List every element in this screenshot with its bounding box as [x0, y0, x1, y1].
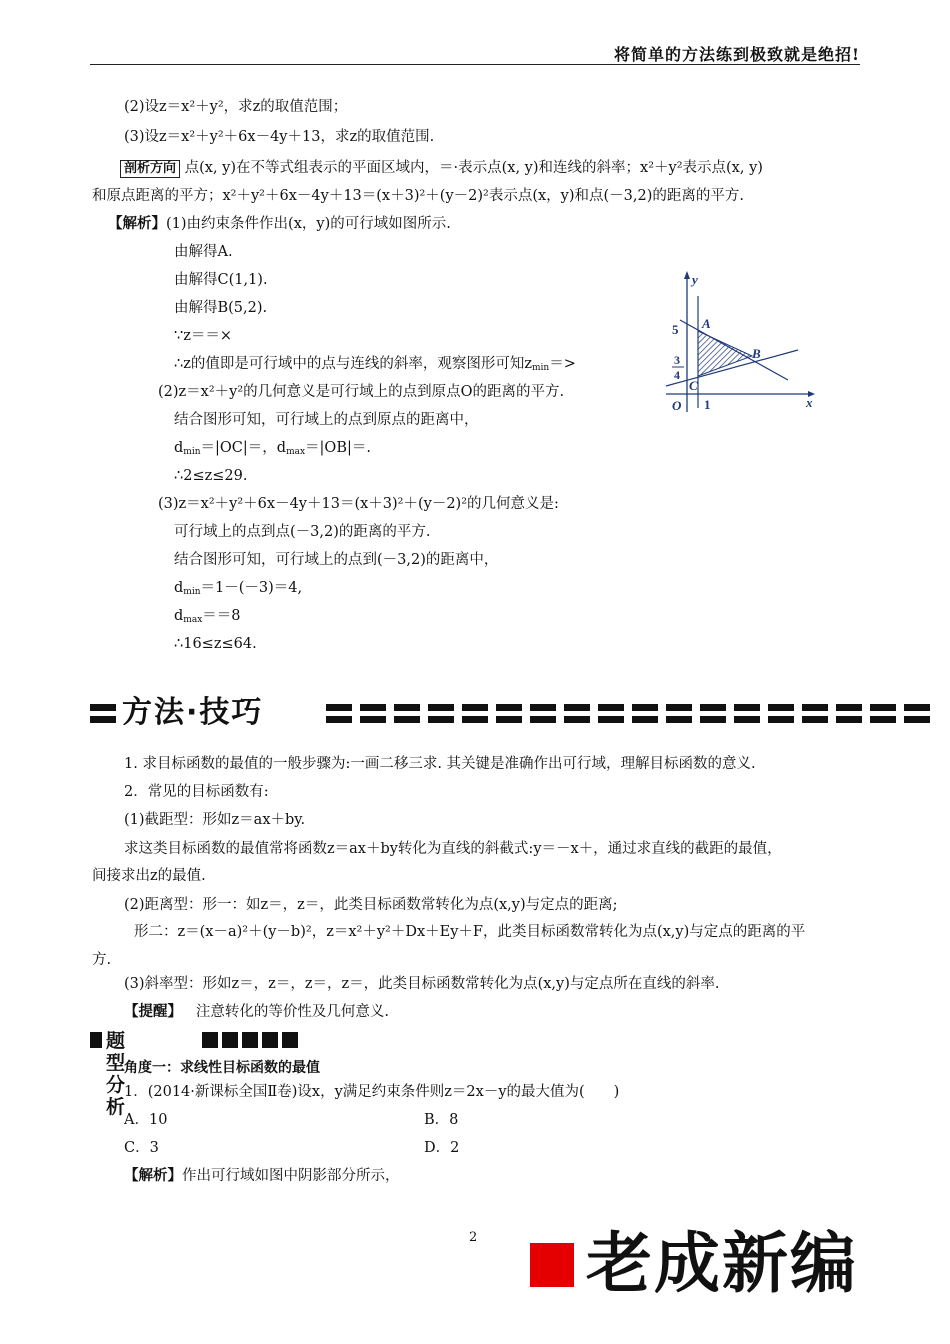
solution-text-6-end: ＝>	[549, 356, 576, 372]
d-max-text: ＝|OB|＝.	[305, 440, 371, 456]
solution-text: 作出可行域如图中阴影部分所示，	[182, 1168, 400, 1184]
banner-bar	[700, 716, 726, 723]
solution-line-12: 可行域上的点到点(－3,2)的距离的平方.	[174, 524, 431, 540]
banner-bar	[90, 716, 116, 723]
shaded-region	[698, 331, 752, 376]
method-2: 2．常见的目标函数有:	[124, 784, 269, 800]
banner-bar	[632, 716, 658, 723]
banner-bar	[530, 704, 556, 711]
problem-solution	[124, 1166, 400, 1186]
banner-bar	[394, 716, 420, 723]
banner-bar	[326, 704, 352, 711]
option-c: C．3	[124, 1140, 159, 1156]
banner-bar	[666, 716, 692, 723]
solution-text-6: ∴z的值即是可行域中的点与连线的斜率，观察图形可知z	[174, 356, 533, 372]
solution-tag: 【解析】	[108, 215, 166, 232]
banner-bar	[360, 704, 386, 711]
subscript-max: max	[286, 447, 306, 457]
page-number: 2	[469, 1230, 478, 1245]
banner-bar	[360, 716, 386, 723]
subscript-max: max	[183, 615, 203, 625]
option-b: B．8	[424, 1112, 459, 1128]
solution-line-4: 由解得B(5,2).	[174, 300, 268, 316]
problem-1: 1．(2014·新课标全国Ⅱ卷)设x，y满足约束条件则z＝2x－y的最大值为( )	[124, 1084, 620, 1100]
banner-bar	[836, 704, 862, 711]
banner-bar	[768, 704, 794, 711]
logo-red-square	[530, 1243, 574, 1287]
header-rule	[90, 64, 860, 65]
banner-bar	[496, 716, 522, 723]
banner-bar	[598, 716, 624, 723]
analysis-line-2: 和原点距离的平方；x²＋y²＋6x－4y＋13＝(x＋3)²＋(y－2)²表示点(x，y)和点(－3,2)的距离的平方.	[92, 188, 745, 204]
feasible-region-figure	[660, 268, 830, 418]
method-5: 间接求出z的最值.	[92, 868, 206, 884]
d-min-value: ＝1－(－3)＝4,	[200, 580, 303, 596]
question-3: (3)设z＝x²＋y²＋6x－4y＋13，求z的取值范围.	[124, 129, 435, 145]
section-square	[282, 1032, 298, 1048]
x-axis-label: x	[806, 395, 813, 410]
banner-bar	[802, 716, 828, 723]
subscript-min: min	[183, 447, 201, 457]
solution-tag: 【解析】	[124, 1167, 182, 1184]
banner-bar	[870, 716, 896, 723]
analysis-text-1: 点(x, y)在不等式组表示的平面区域内，＝·表示点(x, y)和连线的斜率；x²＋y²表示点(x, y)	[184, 160, 763, 176]
banner-bar	[632, 704, 658, 711]
method-7: 形二：z＝(x－a)²＋(y－b)²，z＝x²＋y²＋Dx＋Ey＋F，此类目标函数常转化为点(x,y)与定点的距离的平	[134, 924, 806, 940]
tip-tag: 【提醒】	[124, 1003, 182, 1020]
banner-bar	[768, 716, 794, 723]
banner-bar	[700, 704, 726, 711]
option-a: A．10	[124, 1112, 168, 1128]
solution-line-16: ∴16≤z≤64.	[174, 636, 257, 652]
tick-fraction-numerator: 3	[674, 353, 680, 367]
origin-label: O	[672, 398, 682, 413]
analysis-tag: 剖析方向	[120, 160, 180, 178]
tip-line	[124, 1002, 389, 1022]
solution-line-9	[174, 438, 371, 462]
section-square	[202, 1032, 218, 1048]
d-symbol: d	[174, 440, 184, 456]
solution-text-1: (1)由约束条件作出(x，y)的可行域如图所示.	[166, 216, 451, 232]
banner-bar	[564, 716, 590, 723]
solution-line-3: 由解得C(1,1).	[174, 272, 268, 288]
solution-line-7: (2)z＝x²＋y²的几何意义是可行域上的点到原点O的距离的平方.	[158, 384, 565, 400]
tick-5-label: 5	[672, 322, 679, 337]
solution-line-2: 由解得A.	[174, 244, 233, 260]
banner-bar	[326, 716, 352, 723]
banner-bar	[428, 704, 454, 711]
d-min-text: ＝|OC|＝，d	[200, 440, 287, 456]
banner-bar	[904, 716, 930, 723]
method-8: 方.	[92, 952, 112, 968]
banner-bar	[666, 704, 692, 711]
section-square	[262, 1032, 278, 1048]
banner-bar	[836, 716, 862, 723]
solution-line-5: ∵z＝＝×	[174, 328, 233, 344]
tip-text: 注意转化的等价性及几何意义.	[195, 1004, 389, 1020]
solution-line-1	[108, 214, 451, 234]
subscript-min: min	[183, 587, 201, 597]
solution-line-15	[174, 606, 241, 630]
section-title: 题型分析	[106, 1030, 126, 1118]
d-symbol: d	[174, 580, 184, 596]
banner-bar	[598, 704, 624, 711]
banner-bar	[530, 716, 556, 723]
subscript-min: min	[532, 363, 550, 373]
solution-line-14	[174, 578, 302, 602]
point-a-label: A	[702, 316, 711, 331]
line-decreasing	[680, 320, 788, 380]
method-4: 求这类目标函数的最值常将函数z＝ax＋by转化为直线的斜截式:y＝－x＋，通过求直线的截距的最值，	[124, 841, 782, 857]
header-motto: 将简单的方法练到极致就是绝招!	[613, 45, 860, 64]
solution-line-6	[174, 354, 576, 378]
banner-bar	[462, 716, 488, 723]
y-axis-arrow	[684, 271, 690, 279]
solution-line-13: 结合图形可知，可行域上的点到(－3,2)的距离中，	[174, 552, 499, 568]
banner-bar	[394, 704, 420, 711]
tick-fraction-denominator: 4	[674, 368, 680, 382]
solution-line-8: 结合图形可知，可行域上的点到原点的距离中，	[174, 412, 479, 428]
d-max-value: ＝＝8	[202, 608, 241, 624]
banner-bar	[802, 704, 828, 711]
banner-bar	[462, 704, 488, 711]
banner-bar	[904, 704, 930, 711]
option-d: D．2	[424, 1140, 460, 1156]
banner-bar	[734, 716, 760, 723]
method-3: (1)截距型：形如z＝ax＋by.	[124, 812, 306, 828]
method-9: (3)斜率型：形如z＝，z＝，z＝，z＝，此类目标函数常转化为点(x,y)与定点所在直线的斜率.	[124, 976, 720, 992]
section-square	[90, 1032, 102, 1048]
tick-1-label: 1	[704, 397, 711, 412]
section-square	[222, 1032, 238, 1048]
method-6: (2)距离型：形一：如z＝，z＝，此类目标函数常转化为点(x,y)与定点的距离;	[124, 897, 618, 913]
banner-bar	[734, 704, 760, 711]
point-c-label: C	[689, 378, 698, 393]
d-symbol: d	[174, 608, 184, 624]
banner-bar	[564, 704, 590, 711]
method-1: 1. 求目标函数的最值的一般步骤为:一画二移三求. 其关键是准确作出可行域，理解目标函数的意义.	[124, 756, 756, 772]
banner-bar	[870, 704, 896, 711]
banner-bar	[90, 704, 116, 711]
angle-title: 角度一：求线性目标函数的最值	[124, 1060, 320, 1076]
banner-title: 方法·技巧	[122, 695, 264, 730]
methods-banner	[88, 694, 950, 732]
section-square	[242, 1032, 258, 1048]
logo-text: 老成新编	[586, 1225, 858, 1302]
question-2: (2)设z＝x²＋y²，求z的取值范围；	[124, 99, 348, 115]
banner-bar	[428, 716, 454, 723]
solution-line-10: ∴2≤z≤29.	[174, 468, 248, 484]
analysis-line-1	[120, 158, 763, 178]
banner-bar	[496, 704, 522, 711]
point-b-label: B	[752, 346, 761, 361]
y-axis-label: y	[692, 272, 698, 287]
solution-line-11: (3)z＝x²＋y²＋6x－4y＋13＝(x＋3)²＋(y－2)²的几何意义是:	[158, 496, 559, 512]
